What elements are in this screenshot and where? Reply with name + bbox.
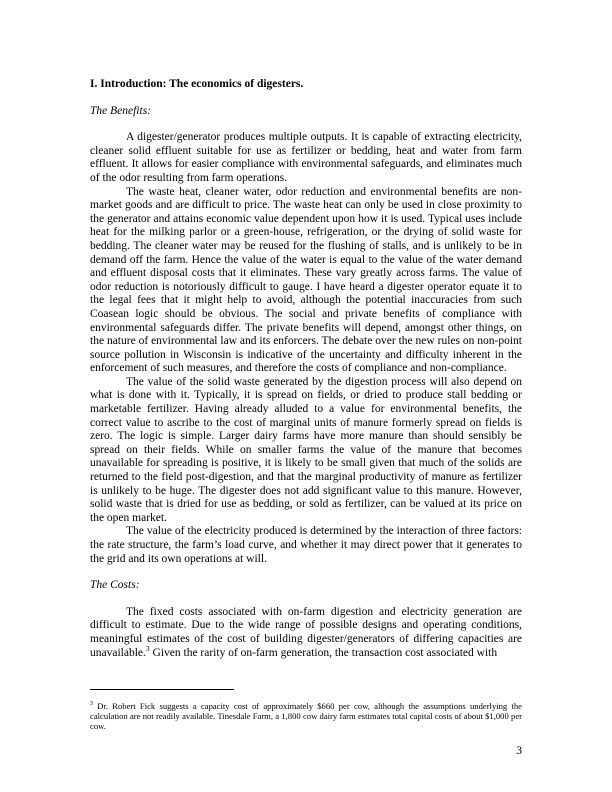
benefits-heading: The Benefits: (90, 104, 151, 117)
costs-paragraph (90, 606, 522, 660)
footnote-marker: 3 (90, 700, 93, 707)
benefits-paragraph-3: The value of the solid waste generated by the digestion process will also depend on what is done with it. Typically, it is spread on fields, or dried to produce stall bedding or marketable fertilizer. Having already alluded to a value for environmental benefits, the correct value to ascribe to the cost of marginal units of manure formerly spread on fields is zero. The logic is simple. Larger dairy farms have more manure than should sensibly be spread on their fields. While on smaller farms the value of the manure that becomes unavailable for spreading is positive, it is likely to be small given that much of the solids are returned to the field post-digestion, and that the marginal productivity of manure as fertilizer is unlikely to be huge. The digester does not add significant value to this manure. However, solid waste that is dried for use as bedding, or sold as fertilizer, can be valued at its price on the open market. (90, 375, 522, 524)
footnote-reference[interactable]: 3 (145, 643, 150, 653)
footnote-divider (90, 689, 234, 690)
page-number: 3 (516, 745, 522, 757)
costs-text-before-note: The fixed costs associated with on-farm digestion and electricity generation are difficult to estimate. Due to the wide range of possible designs and operating conditions, meaningful estimates of the cost of building digester/generators of differing capacities are unavailable. (90, 605, 522, 659)
benefits-paragraph-4: The value of the electricity produced is determined by the interaction of three factors: the rate structure, the farm’s load curve, and whether it may direct power that it generates to the grid and its own operations at will. (90, 525, 522, 565)
costs-heading: The Costs: (90, 579, 140, 592)
section-heading: I. Introduction: The economics of digesters. (90, 78, 304, 90)
benefits-paragraph-2: The waste heat, cleaner water, odor reduction and environmental benefits are non-market goods and are difficult to price. The waste heat can only be used in close proximity to the generator and attains economic value dependent upon how it is used. Typical uses include heat for the milking parlor or a green-house, refrigeration, or the drying of solid waste for bedding. The cleaner water may be reused for the flushing of stalls, and is unlikely to be in demand off the farm. Hence the value of the water is equal to the value of the water demand and effluent disposal costs that it eliminates. These vary greatly across farms. The value of odor reduction is notoriously difficult to gauge. I have heard a digester operator equate it to the legal fees that it might help to avoid, although the potential inaccuracies from such Coasean logic should be obvious. The social and private benefits of compliance with environmental safeguards differ. The private benefits will depend, amongst other things, on the nature of environmental law and its enforcers. The debate over the new rules on non-point source pollution in Wisconsin is indicative of the uncertainty and difficulty inherent in the enforcement of such measures, and therefore the costs of compliance and non-compliance. (90, 185, 522, 375)
main-text (90, 78, 522, 660)
costs-text-after-note: Given the rarity of on-farm generation, the transaction cost associated with (149, 646, 498, 659)
benefits-paragraph-1: A digester/generator produces multiple outputs. It is capable of extracting electricity, cleaner solid effluent suitable for use as fertilizer or bedding, heat and water from farm effluent. It allows for easier compliance with environmental safeguards, and eliminates much of the odor resulting from farm operations. (90, 131, 522, 184)
footnote-text: Dr. Robert Fick suggests a capacity cost of approximately $660 per cow, although the assumptions underlying the calculation are not readily available. Tinesdale Farm, a 1,800 cow dairy farm estimates total capital costs of about $1,000 per cow. (90, 700, 522, 732)
footnote (90, 701, 522, 732)
